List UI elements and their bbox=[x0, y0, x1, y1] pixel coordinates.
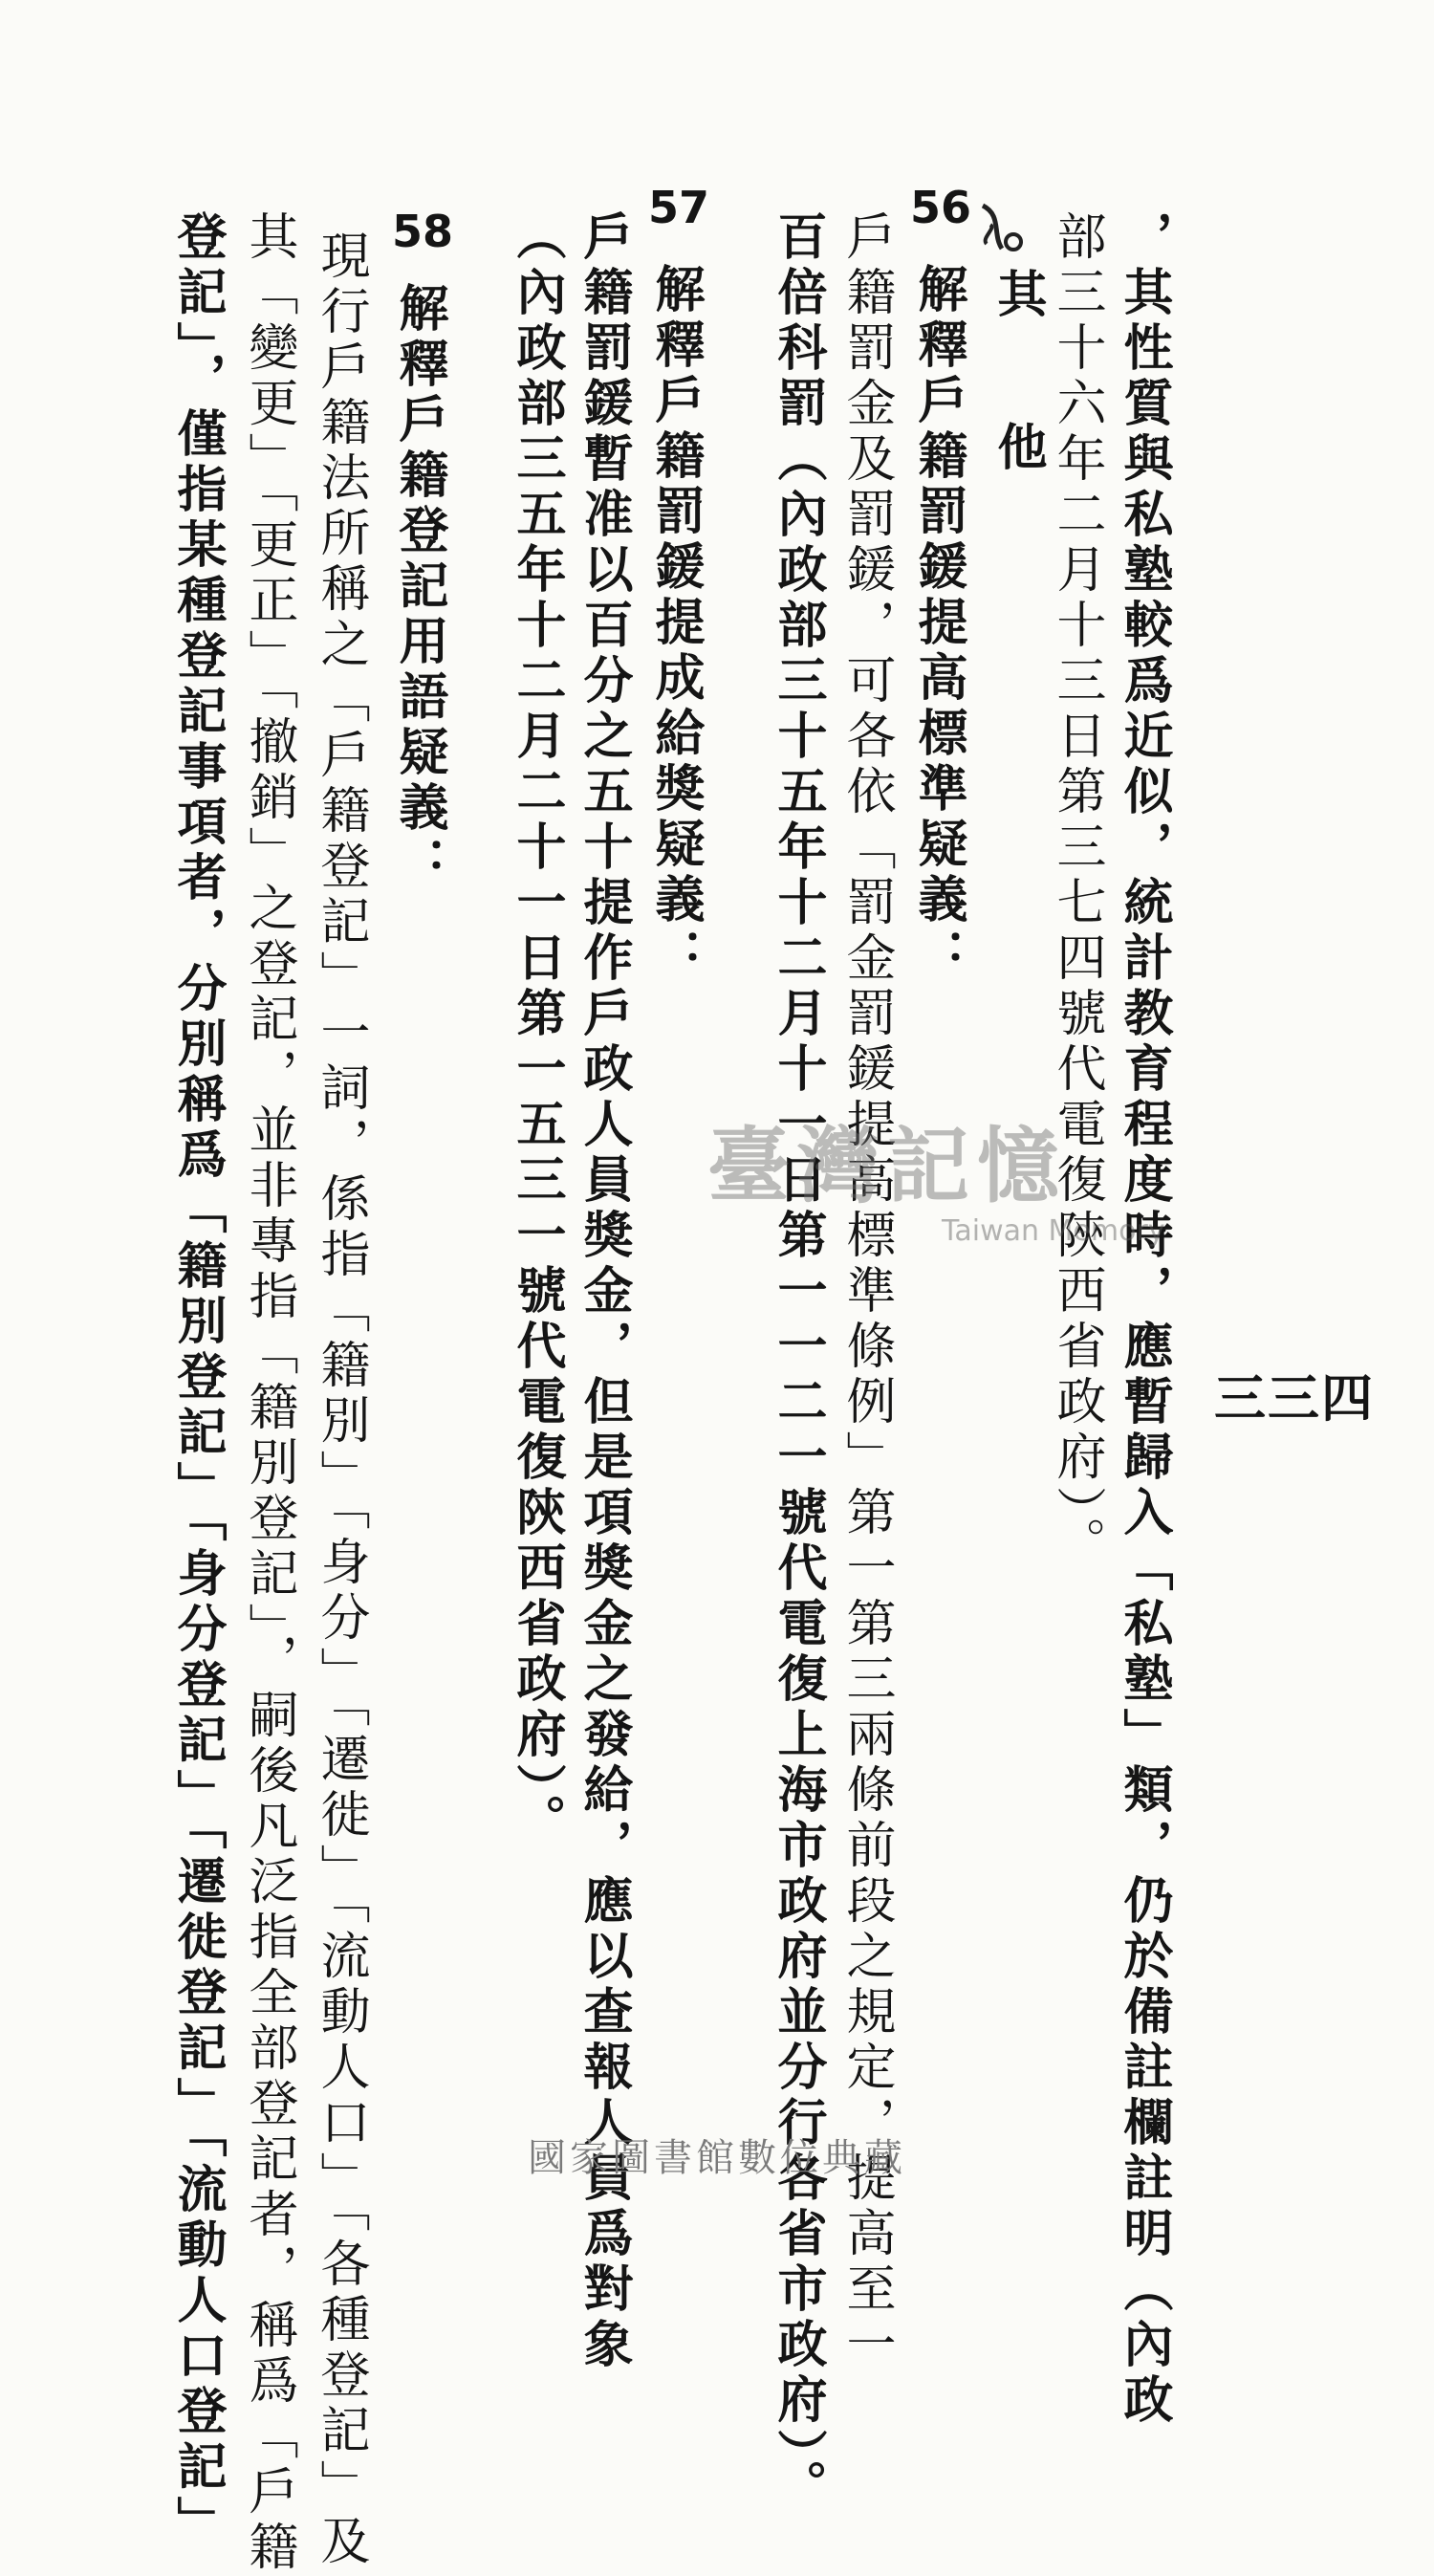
item-number-58: 58 bbox=[392, 206, 454, 257]
footer-archive-label: 國家圖書館數位典藏 bbox=[528, 2136, 906, 2180]
item-number-56: 56 bbox=[910, 182, 972, 233]
item-58-heading: 解釋戶籍登記用語疑義： bbox=[390, 282, 448, 892]
text-column-2: 部三十六年二月十三日第三七四號代電復陝西省政府）。 bbox=[1048, 210, 1105, 1572]
item-57-text-1: 戶籍罰鍰暫准以百分之五十提作戶政人員獎金，但是項獎金之發給，應以查報人員爲對象 bbox=[575, 210, 633, 2373]
item-56-text-2: 百倍科罰（內政部三十五年十二月十一日第一一二一號代電復上海市政府並分行各省市政府）。 bbox=[769, 210, 827, 2515]
item-56-text-1: 戶籍罰金及罰鍰，可各依「罰金罰鍰提高標準條例」第一第三兩條前段之規定，提高至一 bbox=[837, 210, 895, 2373]
item-58-text-2: 其「變更」「更正」「撤銷」之登記，並非專指「籍別登記」，嗣後凡泛指全部登記者，稱爲「戶籍 bbox=[240, 210, 297, 2576]
handwritten-mark-icon bbox=[973, 196, 1031, 267]
item-57-heading: 解釋戶籍罰鍰提成給獎疑義： bbox=[646, 263, 705, 984]
item-56-heading: 解釋戶籍罰鍰提高標準疑義： bbox=[909, 263, 967, 984]
item-58-text-1: 現行戶籍法所稱之「戶籍登記」一詞，係指「籍別」「身分」「遷徙」「流動人口」「各種登記」及 bbox=[312, 229, 369, 2570]
taiwan-memory-watermark: 臺灣記憶 Taiwan Memory bbox=[707, 1118, 1165, 1248]
section-heading-other: 其 他 bbox=[989, 268, 1047, 497]
page-number: 三三四 bbox=[1214, 1367, 1375, 1429]
item-number-57: 57 bbox=[648, 182, 710, 233]
text-column-1: ，其性質與私塾較爲近似，統計教育程度時，應暫歸入「私塾」類，仍於備註欄註明（內政 bbox=[1115, 210, 1173, 2429]
item-57-text-2: （內政部三五年十二月二十一日第一五三一號代電復陝西省政府）。 bbox=[508, 210, 566, 1849]
item-58-text-3: 登記」，僅指某種登記事項者，分別稱爲「籍別登記」「身分登記」「遷徙登記」「流動人口登記」 bbox=[168, 210, 227, 2551]
